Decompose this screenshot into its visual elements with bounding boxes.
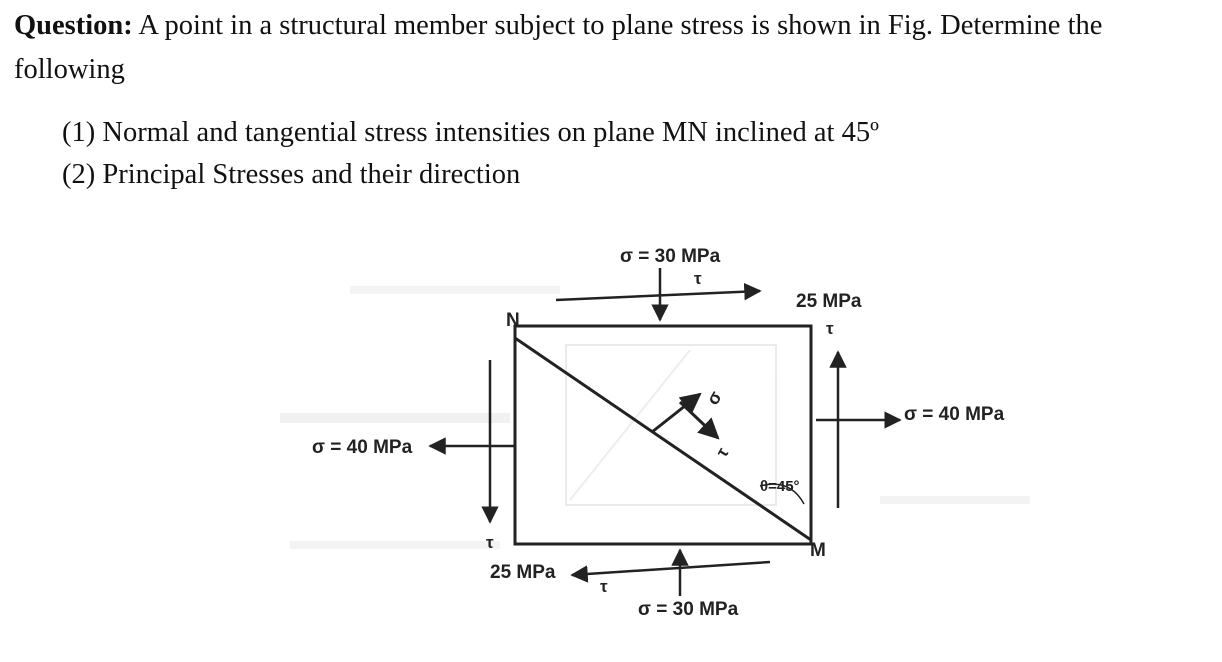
tau-yx-top-label: τ xyxy=(694,269,702,288)
tau-yx-top-arrow xyxy=(556,291,760,300)
tau-xy-right-value: 25 MPa xyxy=(796,291,862,312)
tau-xy-left-symbol: τ xyxy=(486,533,494,552)
sigma-x-right-label: σ = 40 MPa xyxy=(904,404,1005,425)
tau-t-label: τ xyxy=(712,444,733,461)
corner-n-label: N xyxy=(506,310,520,331)
task-item-normal-tangential: (1) Normal and tangential stress intensities on plane MN inclined at 45º xyxy=(62,117,879,148)
tau-yx-bottom-label: τ xyxy=(600,577,608,596)
tau-xy-left-value: 25 MPa xyxy=(490,562,556,583)
task-item-principal-stresses: (2) Principal Stresses and their direction xyxy=(62,159,521,190)
question-label: Question: xyxy=(14,10,133,41)
corner-m-label: M xyxy=(810,540,826,561)
plane-mn-diagonal xyxy=(515,338,811,540)
sigma-n-label: σ xyxy=(702,387,726,409)
sigma-y-top-label: σ = 30 MPa xyxy=(620,246,721,267)
tau-t-arrow xyxy=(680,402,718,438)
tau-yx-bottom-arrow xyxy=(572,562,770,575)
sigma-y-bottom-label: σ = 30 MPa xyxy=(638,599,739,620)
tau-xy-right-symbol: τ xyxy=(826,319,834,338)
question-text: A point in a structural member subject to plane stress is shown in Fig. Determine the following xyxy=(14,10,1103,85)
sigma-x-left-label: σ = 40 MPa xyxy=(312,437,413,458)
theta-label: θ=45° xyxy=(760,478,800,495)
